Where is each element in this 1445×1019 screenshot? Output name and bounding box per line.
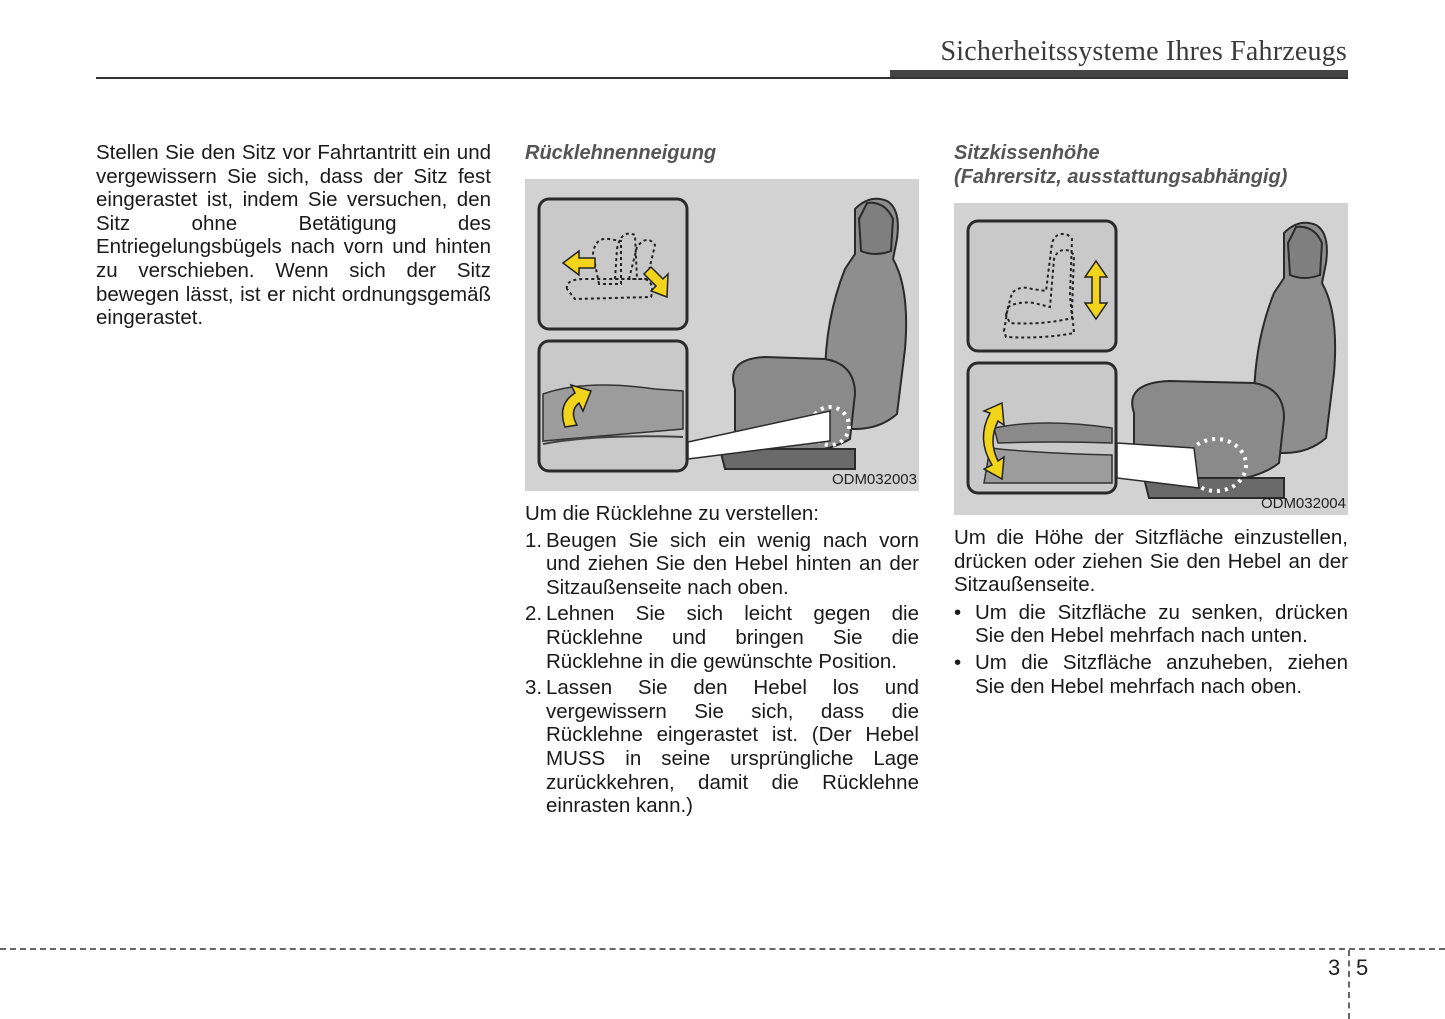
recline-diagram-inset bbox=[539, 199, 687, 329]
chapter-number: 3 bbox=[1328, 955, 1341, 980]
backrest-column bbox=[525, 141, 919, 818]
cushion-height-illustration bbox=[954, 203, 1348, 515]
page-header-title: Sicherheitssysteme Ihres Fahrzeugs bbox=[940, 36, 1347, 67]
backrest-figure bbox=[525, 179, 919, 491]
footer-divider bbox=[1348, 950, 1350, 1019]
list-item: • Um die Sitzfläche zu senken, drücken Sie den Hebel mehrfach nach unten. bbox=[954, 600, 1348, 648]
cushion-height-column bbox=[954, 141, 1348, 698]
header-rule bbox=[96, 77, 1348, 79]
list-item: 2. Lehnen Sie sich leicht gegen die Rücklehne und bringen Sie die Rücklehne in die gewünschte Position. bbox=[525, 602, 919, 673]
cushion-height-bullets bbox=[954, 601, 1348, 698]
lever-closeup-inset bbox=[968, 363, 1116, 493]
figure-code: ODM032003 bbox=[831, 471, 917, 488]
cushion-height-figure bbox=[954, 203, 1348, 515]
list-item: • Um die Sitzfläche anzuheben, ziehen Sie den Hebel mehrfach nach oben. bbox=[954, 650, 1348, 698]
cushion-height-intro: Um die Höhe der Sitzfläche einzustellen, drücken oder ziehen Sie den Hebel an der Sitzaußenseite. bbox=[954, 526, 1348, 597]
callout-wedge bbox=[1117, 443, 1199, 488]
cushion-height-heading: Sitzkissenhöhe (Fahrersitz, ausstattungsabhängig) bbox=[954, 142, 1288, 188]
backrest-steps bbox=[525, 529, 919, 818]
height-diagram-inset bbox=[968, 221, 1116, 351]
list-item: 1. Beugen Sie sich ein wenig nach vorn und ziehen Sie den Hebel hinten an der Sitzaußenseite nach oben. bbox=[525, 528, 919, 599]
backrest-intro: Um die Rücklehne zu verstellen: bbox=[525, 502, 819, 525]
lever-closeup-inset bbox=[539, 341, 687, 471]
list-item: 3. Lassen Sie den Hebel los und vergewissern Sie sich, dass die Rücklehne eingerastet ist. (Der Hebel MUSS in seine ursprüngliche Lage zurückkehren, damit die Rücklehne einrasten kann.) bbox=[525, 676, 919, 818]
backrest-heading: Rücklehnenneigung bbox=[525, 142, 717, 164]
footer-rule bbox=[0, 948, 1445, 950]
intro-column bbox=[96, 141, 491, 330]
page-number: 5 bbox=[1356, 955, 1369, 980]
seat-check-paragraph: Stellen Sie den Sitz vor Fahrtantritt ein und vergewissern Sie sich, dass der Sitz fest eingerastet ist, indem Sie versuchen, den Sitz ohne Betätigung des Entriegelungsbügels nach vorn und hinten zu verschieben. Wenn sich der Sitz bewegen lässt, ist er nicht ordnungsgemäß eingerastet. bbox=[96, 141, 491, 330]
figure-code: ODM032004 bbox=[1260, 495, 1346, 512]
backrest-illustration bbox=[525, 179, 919, 491]
